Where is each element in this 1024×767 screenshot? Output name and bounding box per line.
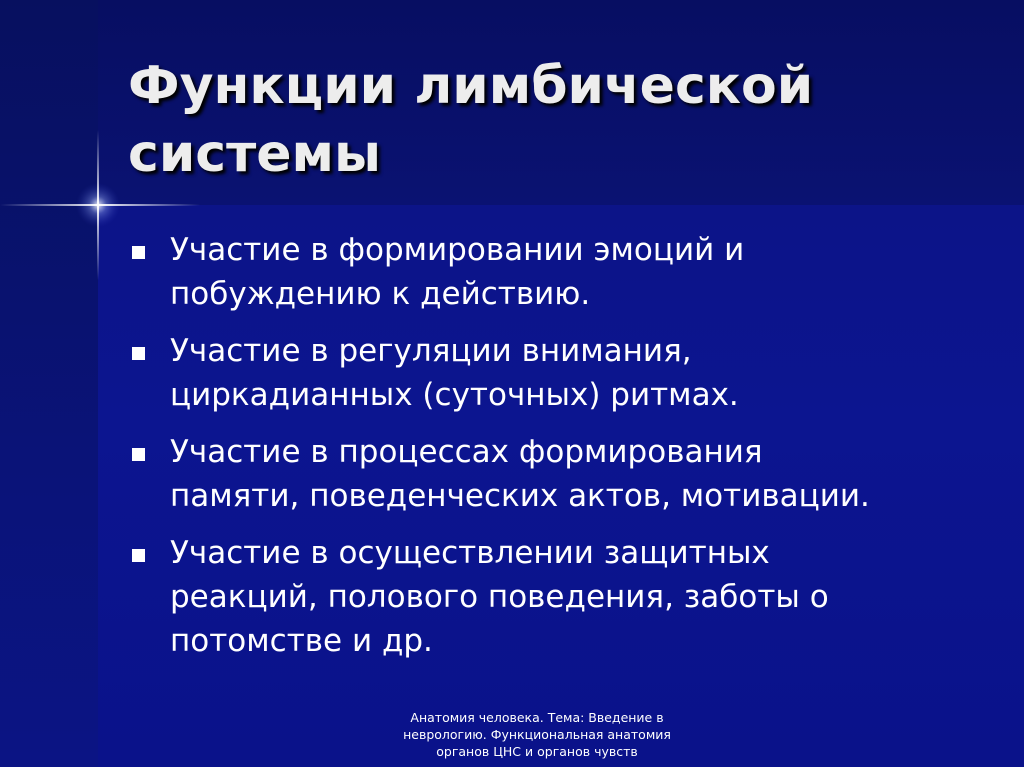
slide-title xyxy=(128,52,988,188)
bullet-item xyxy=(130,430,990,518)
bullet-line: побуждению к действию. xyxy=(170,276,591,312)
left-dark-band xyxy=(0,0,98,767)
bullet-list xyxy=(130,228,990,676)
square-bullet-icon xyxy=(132,347,145,360)
square-bullet-icon xyxy=(132,448,145,461)
bullet-line: циркадианных (суточных) ритмах. xyxy=(170,377,739,413)
title-line: системы xyxy=(128,124,382,184)
bullet-line: Участие в осуществлении защитных xyxy=(170,535,770,571)
footer-line: Анатомия человека. Тема: Введение в xyxy=(410,710,664,725)
bullet-line: Участие в регуляции внимания, xyxy=(170,333,692,369)
bullet-item xyxy=(130,228,990,316)
footer-line: неврологию. Функциональная анатомия xyxy=(403,727,671,742)
footer-line: органов ЦНС и органов чувств xyxy=(436,744,638,759)
slide-footer xyxy=(392,709,682,760)
bullet-line: Участие в формировании эмоций и xyxy=(170,232,745,268)
bullet-item xyxy=(130,329,990,417)
title-line: Функции лимбической xyxy=(128,56,814,116)
bullet-text xyxy=(170,430,990,518)
bullet-line: потомстве и др. xyxy=(170,623,433,659)
bullet-text xyxy=(170,531,990,663)
bullet-text xyxy=(170,228,990,316)
bullet-line: Участие в процессах формирования xyxy=(170,434,763,470)
bullet-line: памяти, поведенческих актов, мотивации. xyxy=(170,478,870,514)
square-bullet-icon xyxy=(132,246,145,259)
square-bullet-icon xyxy=(132,549,145,562)
bullet-item xyxy=(130,531,990,663)
bullet-line: реакций, полового поведения, заботы о xyxy=(170,579,829,615)
bullet-text xyxy=(170,329,990,417)
